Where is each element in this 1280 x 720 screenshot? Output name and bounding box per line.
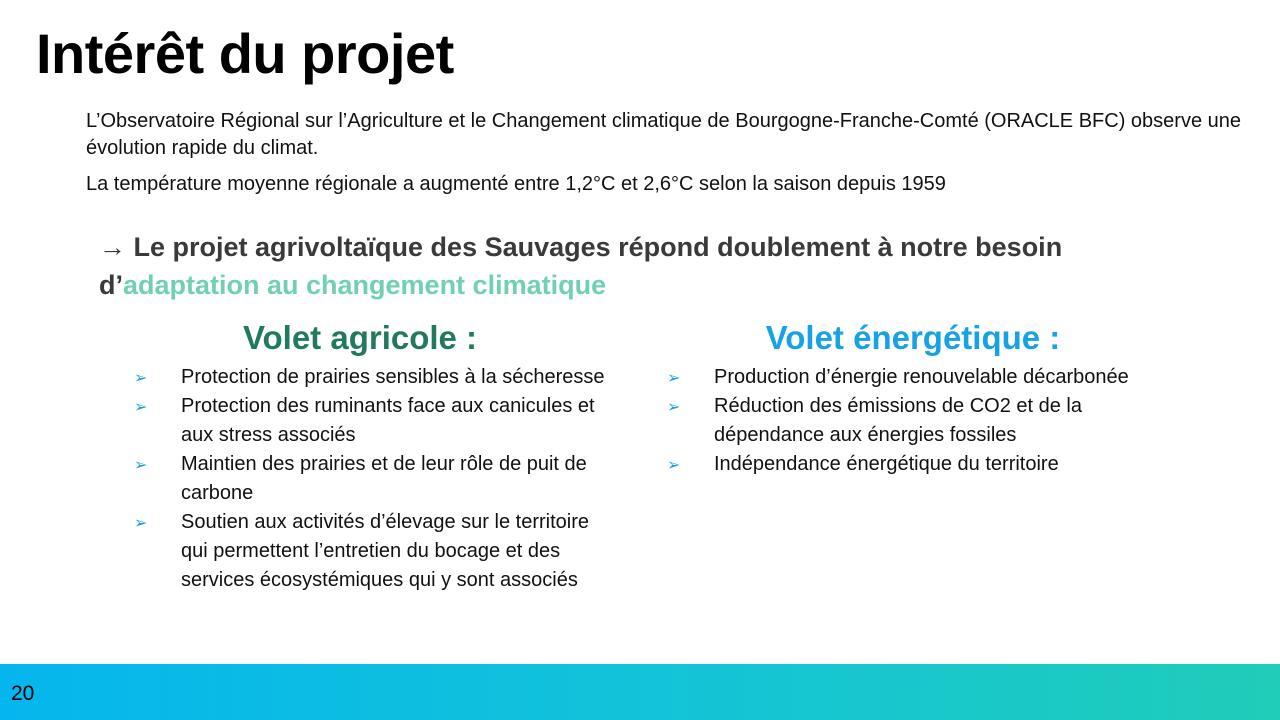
intro-paragraph-1: L’Observatoire Régional sur l’Agriculture et le Changement climatique de Bourgogne-Franche-Comté (ORACLE BFC) observe une évolution rapide du climat. [86, 110, 1241, 159]
arrow-bullet-icon: ➢ [667, 457, 681, 474]
intro-text [86, 108, 1266, 207]
list-item-text: Réduction des émissions de CO2 et de la dépendance aux énergies fossiles [714, 395, 1082, 446]
slide-title: Intérêt du projet [36, 22, 454, 85]
energetique-title: Volet énergétique : [765, 319, 1061, 356]
agricole-title: Volet agricole : [242, 319, 478, 356]
arrow-bullet-icon: ➢ [134, 370, 148, 387]
arrow-bullet-icon: ➢ [134, 515, 148, 532]
list-item [130, 392, 610, 450]
list-item-text: Protection de prairies sensibles à la sécheresse [181, 366, 605, 388]
list-item-text: Maintien des prairies et de leur rôle de puit de carbone [181, 453, 587, 504]
column-agricole [130, 316, 610, 595]
arrow-bullet-icon: ➢ [134, 457, 148, 474]
key-statement [99, 228, 1219, 304]
arrow-bullet-icon: ➢ [134, 399, 148, 416]
list-item-text: Soutien aux activités d’élevage sur le territoire qui permettent l’entretien du bocage et des services écosystémiques qui y sont associés [181, 511, 589, 591]
statement-prefix: → Le projet agrivoltaïque des Sauvages répond doublement à notre besoin d’ [99, 232, 1063, 300]
arrow-bullet-icon: ➢ [667, 399, 681, 416]
energetique-list [663, 363, 1163, 479]
arrow-bullet-icon: ➢ [667, 370, 681, 387]
statement-highlight: adaptation au changement climatique [123, 270, 607, 300]
list-item [130, 450, 610, 508]
footer-bar [0, 664, 1280, 720]
list-item-text: Indépendance énergétique du territoire [714, 453, 1059, 475]
agricole-list [130, 363, 610, 595]
list-item [663, 450, 1163, 479]
list-item-text: Production d’énergie renouvelable décarbonée [714, 366, 1129, 388]
column-energetique [663, 316, 1163, 479]
list-item [130, 363, 610, 392]
list-item [130, 508, 610, 595]
list-item-text: Protection des ruminants face aux canicules et aux stress associés [181, 395, 595, 446]
intro-paragraph-2: La température moyenne régionale a augmenté entre 1,2°C et 2,6°C selon la saison depuis 1959 [86, 173, 946, 195]
list-item [663, 363, 1163, 392]
list-item [663, 392, 1163, 450]
page-number: 20 [11, 682, 35, 705]
